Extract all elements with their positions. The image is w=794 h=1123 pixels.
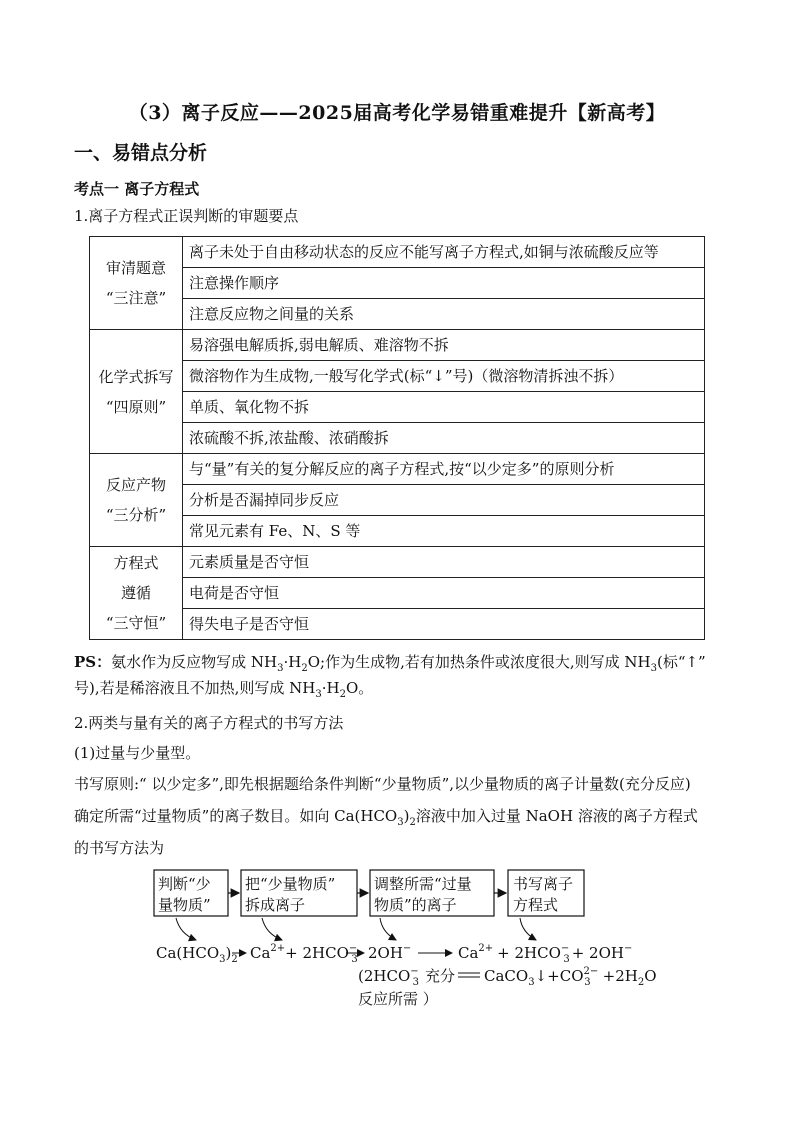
flow-connector (262, 918, 282, 940)
svg-text:(2HCO−3充分: (2HCO− 3 充分 (358, 966, 456, 988)
table-row (90, 299, 705, 330)
table-row (90, 454, 705, 485)
principle-line-1: 书写原则:“ 以少定多”,即先根据题给条件判断“少量物质”,以少量物质的离子计量数(充分反应) (74, 775, 691, 793)
table-row (90, 485, 705, 516)
flow-connector (380, 918, 396, 940)
ps-note-line-2: 号),若是稀溶液且不加热,则写成 $NH_3\cdot H_2O$。 (74, 679, 374, 700)
svg-text:CaCO3↓+CO2−3+2H2O: $CaCO_3↓+CO^{2-}$ $3 +2H_2O$ (484, 966, 657, 988)
category-cell: 化学式拆写 “四原则” (90, 330, 183, 454)
flow-box-2-line-2: 拆成离子 (245, 896, 306, 914)
ps-note-line-1: PS：氨水作为反应物写成 $NH_3\cdot H_2O$;作为生成物,若有加热条件或浓度很大,则写成 $NH_3$(标“↑” (74, 653, 706, 674)
rule-cell: 元素质量是否守恒 (183, 547, 705, 578)
table-row (90, 423, 705, 454)
subheading-1: 1.离子方程式正误判断的审题要点 (74, 207, 299, 225)
flow-box-4-line-1: 书写离子 (513, 875, 574, 893)
rule-cell: 易溶强电解质拆,弱电解质、难溶物不拆 (183, 330, 705, 361)
rule-cell: 注意操作顺序 (183, 268, 705, 299)
svg-text:2OH−: 2OH− (368, 943, 412, 962)
principle-line-2: 确定所需“过量物质”的离子数目。如向 $Ca(HCO_3)_2$溶液中加入过量 NaOH 溶液的离子方程式 (74, 807, 698, 828)
flow-box-3-line-1: 调整所需“过量 (374, 875, 472, 893)
table-row (90, 237, 705, 268)
svg-text:Ca(HCO3)2: $Ca(HCO_3)_2$ (156, 944, 238, 965)
subheading-2-1: (1)过量与少量型。 (74, 744, 201, 762)
table-row (90, 516, 705, 547)
flow-connector (520, 918, 536, 940)
rule-cell: 常见元素有 Fe、N、S 等 (183, 516, 705, 547)
note-row (358, 966, 657, 1008)
rule-cell: 离子未处于自由移动状态的反应不能写离子方程式,如铜与浓硫酸反应等 (183, 237, 705, 268)
subheading-2: 2.两类与量有关的离子方程式的书写方法 (74, 714, 344, 732)
flow-box-4-line-2: 方程式 (513, 896, 559, 914)
svg-text:Ca2++ 2HCO−3+ 2OH−: $Ca^{2+} + 2HCO^-$ 3 + 2OH− (458, 943, 633, 965)
category-cell: 审清题意 “三注意” (90, 237, 183, 330)
rule-cell: 与“量”有关的复分解反应的离子方程式,按“以少定多”的原则分析 (183, 454, 705, 485)
table-row (90, 578, 705, 609)
svg-text:Ca2++ 2HCO−3: $Ca^{2+}+ 2HCO^-$ 3 (250, 943, 358, 965)
table-row (90, 361, 705, 392)
flow-box-2-line-1: 把“少量物质” (245, 875, 336, 893)
section-heading: 一、易错点分析 (74, 142, 208, 164)
point-heading: 考点一 离子方程式 (74, 180, 200, 198)
principle-line-3: 的书写方法为 (74, 839, 165, 857)
category-cell: 方程式 遵循 “三守恒” (90, 547, 183, 640)
rule-cell: 单质、氧化物不拆 (183, 392, 705, 423)
svg-text:反应所需 ）: 反应所需 ） (358, 990, 438, 1008)
table-row (90, 268, 705, 299)
equation-row (156, 943, 632, 965)
category-cell: 反应产物 “三分析” (90, 454, 183, 547)
table-row (90, 609, 705, 640)
rule-cell: 电荷是否守恒 (183, 578, 705, 609)
rules-table (89, 236, 705, 640)
page-title: （3）离子反应——2025届高考化学易错重难提升【新高考】 (128, 102, 666, 124)
rule-cell: 注意反应物之间量的关系 (183, 299, 705, 330)
table-row (90, 330, 705, 361)
flow-diagram (0, 860, 794, 1020)
table-row (90, 547, 705, 578)
rule-cell: 得失电子是否守恒 (183, 609, 705, 640)
rule-cell: 浓硫酸不拆,浓盐酸、浓硝酸拆 (183, 423, 705, 454)
flow-box-3-line-2: 物质”的离子 (374, 896, 457, 914)
rule-cell: 微溶物作为生成物,一般写化学式(标“↓”号)（微溶物清拆浊不拆） (183, 361, 705, 392)
flow-box-1-line-1: 判断“少 (158, 875, 211, 893)
rule-cell: 分析是否漏掉同步反应 (183, 485, 705, 516)
flow-connector (176, 918, 196, 940)
table-row (90, 392, 705, 423)
flow-box-1-line-2: 量物质” (158, 896, 211, 914)
